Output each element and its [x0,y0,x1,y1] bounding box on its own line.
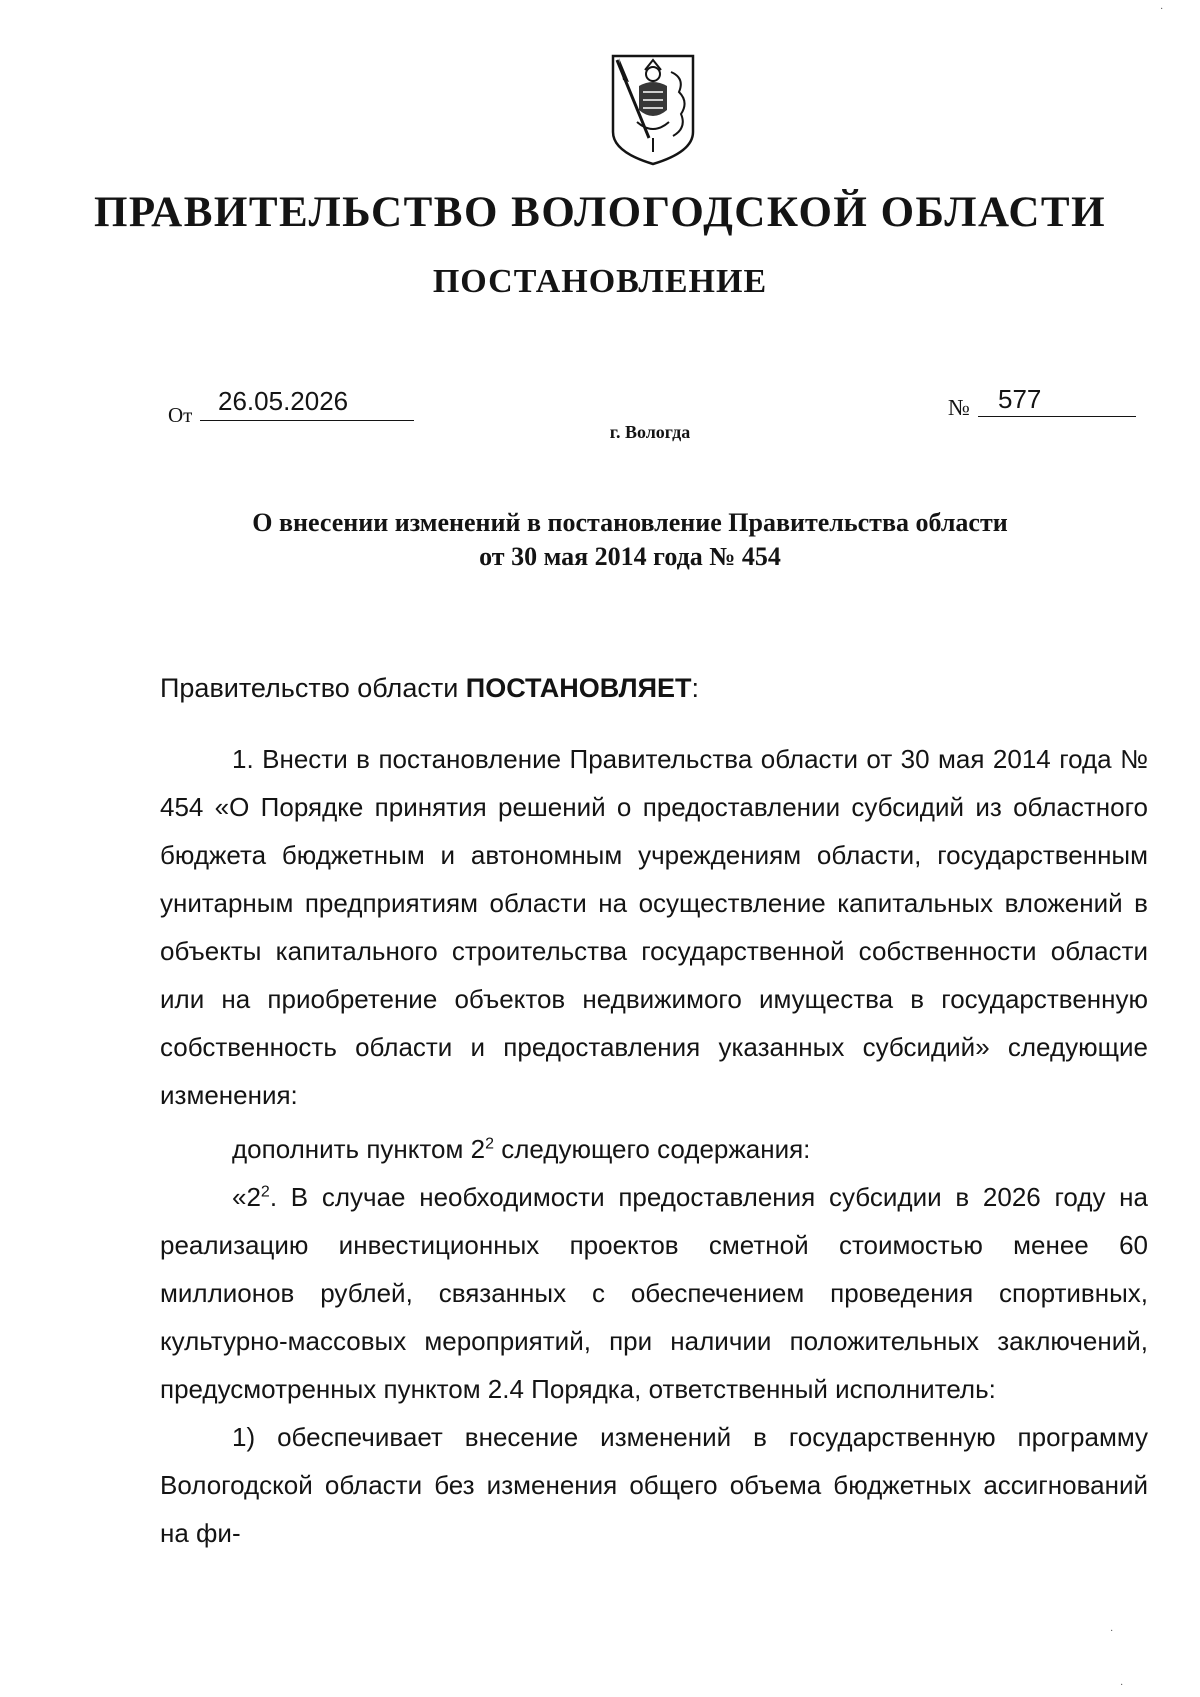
number-prefix: № [948,395,970,420]
paragraph-2-tail: следующего содержания: [493,1134,811,1164]
subject-line-2: от 30 мая 2014 года № 454 [479,542,781,571]
subject-line-1: О внесении изменений в постановление Правительства области [252,508,1008,537]
city: г. Вологда [609,422,691,442]
paragraph-4: 1) обеспечивает внесение изменений в государственную программу Вологодской области без изменения общего объема бюджетных ассигнований на фи- [160,1422,1148,1548]
coat-of-arms-icon [609,52,697,168]
paragraph-3-tail: . В случае необходимости предоставления субсидии в 2026 году на реализацию инвестиционных проектов сметной стоимостью менее 60 миллионов рублей, связанных с обеспечением проведения спортивных, культурно-массовых мероприятий, при наличии положительных заключений, предусмотренных пунктом 2.4 Порядка, ответственный исполнитель: [160,1182,1148,1404]
paragraph-3 [160,1173,1148,1413]
scan-speck: · [1120,1680,1124,1691]
date-prefix: От [168,403,193,427]
paragraph-2-superscript: 2 [485,1135,494,1153]
paragraph-2-text: дополнить пунктом 2 [232,1134,486,1164]
preamble-suffix: : [691,673,699,703]
preamble [160,668,699,708]
document-body [160,735,1148,1557]
paragraph-3-superscript: 2 [260,1183,270,1201]
preamble-text: Правительство области [160,673,466,703]
document-number: 577 [978,385,1136,417]
preamble-emphasis: ПОСТАНОВЛЯЕТ [465,673,692,703]
government-title: ПРАВИТЕЛЬСТВО ВОЛОГОДСКОЙ ОБЛАСТИ [93,189,1107,236]
scan-speck: · [1160,4,1164,15]
paragraph-3-text: «2 [232,1182,261,1212]
document-type: ПОСТАНОВЛЕНИЕ [432,263,768,300]
document-subject [160,506,1100,574]
paragraph-1: 1. Внести в постановление Правительства области от 30 мая 2014 года № 454 «О Порядке принятия решений о предоставлении субсидий из областного бюджета бюджетным и автономным учреждениям области, государственным унитарным предприятиям области на осуществление капитальных вложений в объекты капитального строительства государственной собственности области или на приобретение объектов недвижимого имущества в государственную собственность области и предоставления указанных субсидий» следующие изменения: [160,744,1148,1110]
document-date: 26.05.2026 [200,385,414,421]
scan-speck: · [1110,1626,1114,1637]
paragraph-2 [160,1125,1148,1173]
